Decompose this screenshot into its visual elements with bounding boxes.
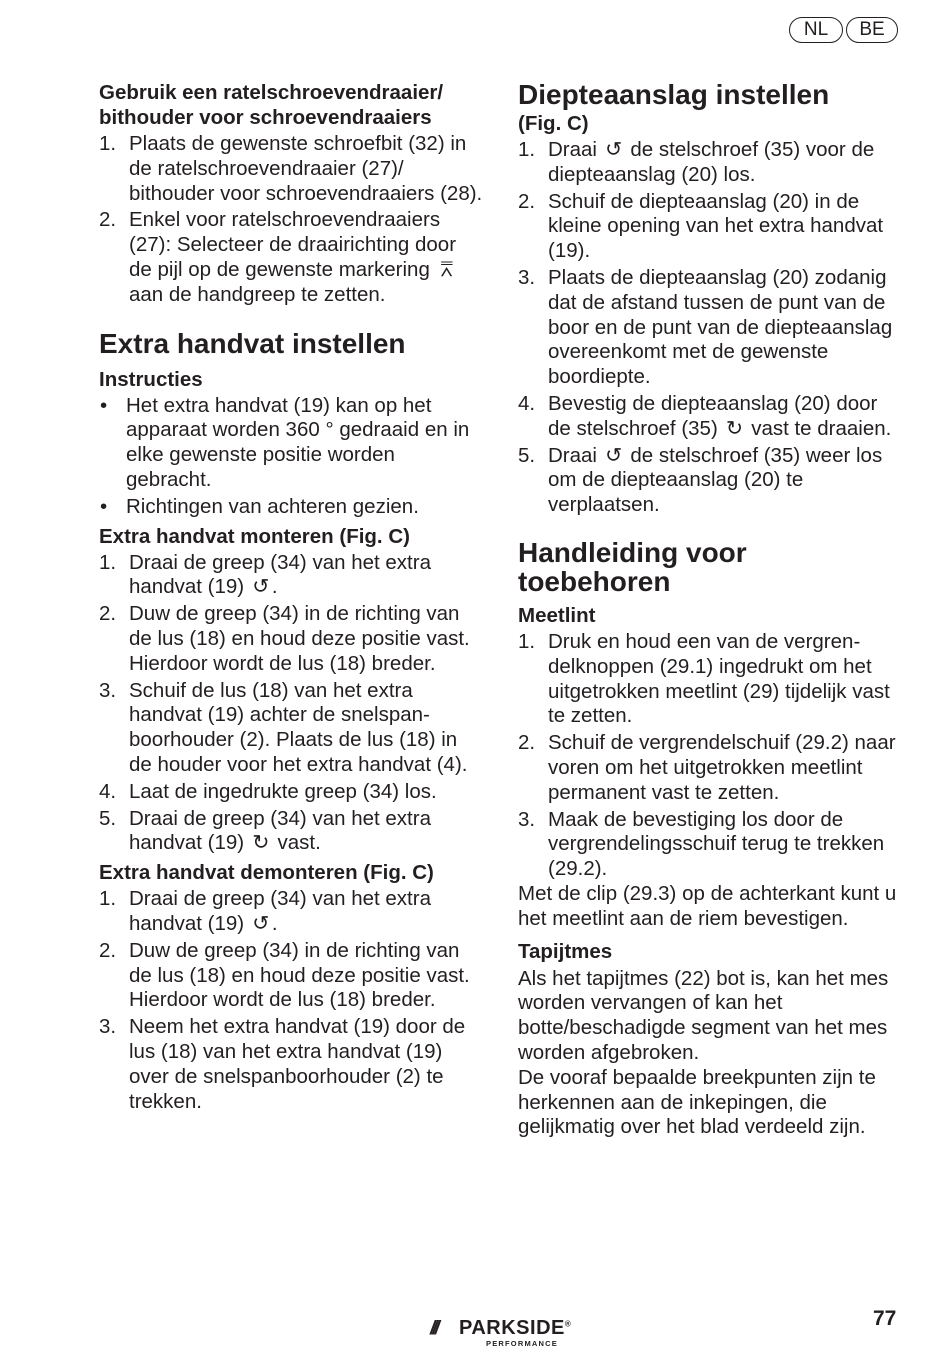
- section-title-ratchet: Gebruik een ratelschroevendraaier/ bithouder voor schroevendraaiers: [99, 81, 444, 129]
- tape-steps: [518, 630, 903, 882]
- list-item: 2. Schuif de diepteaanslag (20) in de kleine opening van het extra handvat (19).: [518, 189, 884, 263]
- subheading-demount: Extra handvat demonteren (Fig. C): [99, 861, 434, 885]
- paragraph-knife-replace: Als het tapijtmes (22) bot is, kan het mes worden vervangen of kan het botte/beschadigde segment van het mes worden afgebroken.: [518, 966, 889, 1064]
- page-number: 77: [873, 1307, 897, 1330]
- figure-reference: (Fig. C): [518, 112, 589, 135]
- heading-extra-handle: Extra handvat instellen: [99, 327, 406, 359]
- instruction-bullets: [99, 394, 484, 520]
- heading-accessories: Handleiding voor toebehoren: [518, 536, 747, 597]
- depth-steps: [518, 138, 903, 518]
- list-item: 3. Schuif de lus (18) van het extra handvat (19) achter de snelspanboorhouder (2). Plaats de lus (18) in de houder voor het extra handvat (4).: [99, 678, 468, 776]
- rotate-clockwise-icon: ↻: [252, 831, 270, 855]
- list-item: 1. Draai ↺ de stelschroef (35) voor de diepteaanslag (20) los.: [518, 138, 875, 186]
- list-item: 3. Neem het extra handvat (19) door de lus (18) van het extra handvat (19) over de snelspanboorhouder (2) te trekken.: [99, 1015, 466, 1113]
- list-item: 1. Draai de greep (34) van het extra handvat (19) ↺ .: [99, 887, 431, 935]
- list-item: 2. Duw de greep (34) in de richting van de lus (18) en houd deze positie vast. Hierdoor wordt de lus (18) breder.: [99, 938, 470, 1012]
- rotate-clockwise-icon: ↻: [725, 416, 744, 440]
- list-item: 1. Druk en houd een van de vergrendelknoppen (29.1) ingedrukt om het uitgetrokken meetlint (29) tijdelijk vast te zetten.: [518, 629, 890, 728]
- language-badge-be: BE: [846, 17, 898, 43]
- list-item: 4. Laat de ingedrukte greep (34) los.: [99, 779, 437, 803]
- list-item: 1. Plaats de gewenste schroefbit (32) in de ratelschroevendraaier (27)/ bithouder voor schroevendraaiers (28).: [99, 132, 483, 205]
- rotate-counterclockwise-icon: ↺: [252, 911, 270, 935]
- heading-depth-stop: Diepteaanslag instellen: [518, 79, 830, 110]
- list-item: 2. Schuif de vergrendelschuif (29.2) naar voren om het uitgetrokken meetlint permanent vast te zetten.: [518, 731, 896, 804]
- subheading-instructions: Instructies: [99, 367, 203, 391]
- list-item: • Richtingen van achteren gezien.: [100, 494, 419, 518]
- list-item: 5. Draai de greep (34) van het extra handvat (19) ↻ vast.: [99, 806, 431, 855]
- demount-steps: [99, 887, 484, 1114]
- list-item: • Het extra handvat (19) kan op het apparaat worden 360 ° gedraaid en in elke gewenste positie worden gebracht.: [100, 393, 470, 491]
- subheading-carpet-knife: Tapijtmes: [518, 939, 613, 963]
- list-item: 3. Plaats de diepteaanslag (20) zodanig dat de afstand tussen de punt van de boor en de punt van de diepteaanslag overeenkomt met de gewenste boordiepte.: [518, 265, 893, 389]
- rotate-counterclockwise-icon: ↺: [605, 443, 623, 467]
- subheading-mount: Extra handvat monteren (Fig. C): [99, 524, 410, 548]
- left-column: [99, 80, 484, 1114]
- subheading-tape-measure: Meetlint: [518, 603, 596, 627]
- mount-steps: [99, 551, 484, 857]
- paragraph-knife-breakpoints: De vooraf bepaalde breekpunten zijn te herkennen aan de inkepingen, die gelijkmatig over het blad verdeeld zijn.: [518, 1065, 876, 1139]
- list-item: 5. Draai ↺ de stelschroef (35) weer los om de diepteaanslag (20) te verplaatsen.: [518, 443, 883, 517]
- logo-stripes-icon: ///: [430, 1318, 437, 1339]
- list-item: 2. Enkel voor ratelschroevendraaiers (27): Selecteer de draairichting door de pijl op de gewenste markering ⩞ aan de handgreep te zetten.: [99, 208, 457, 306]
- parkside-logo: /// PARKSIDE® PERFORMANCE: [430, 1317, 572, 1348]
- ratchet-steps: [99, 132, 484, 308]
- list-item: 4. Bevestig de diepteaanslag (20) door de stelschroef (35) ↻ vast te draaien.: [518, 391, 892, 440]
- list-item: 3. Maak de bevestiging los door de vergrendelingsschuif terug te trekken (29.2).: [518, 807, 885, 881]
- right-column: [518, 80, 903, 1140]
- language-badge-nl: NL: [789, 17, 843, 43]
- list-item: 1. Draai de greep (34) van het extra handvat (19) ↺ .: [99, 550, 431, 599]
- rotate-counterclockwise-icon: ↺: [252, 575, 270, 599]
- list-item: 2. Duw de greep (34) in de richting van de lus (18) en houd deze positie vast. Hierdoor wordt de lus (18) breder.: [99, 602, 470, 675]
- rotation-marking-icon: ⩞: [440, 257, 453, 281]
- rotate-counterclockwise-icon: ↺: [605, 138, 623, 161]
- paragraph-tape-clip: Met de clip (29.3) op de achterkant kunt u het meetlint aan de riem bevestigen.: [518, 881, 897, 930]
